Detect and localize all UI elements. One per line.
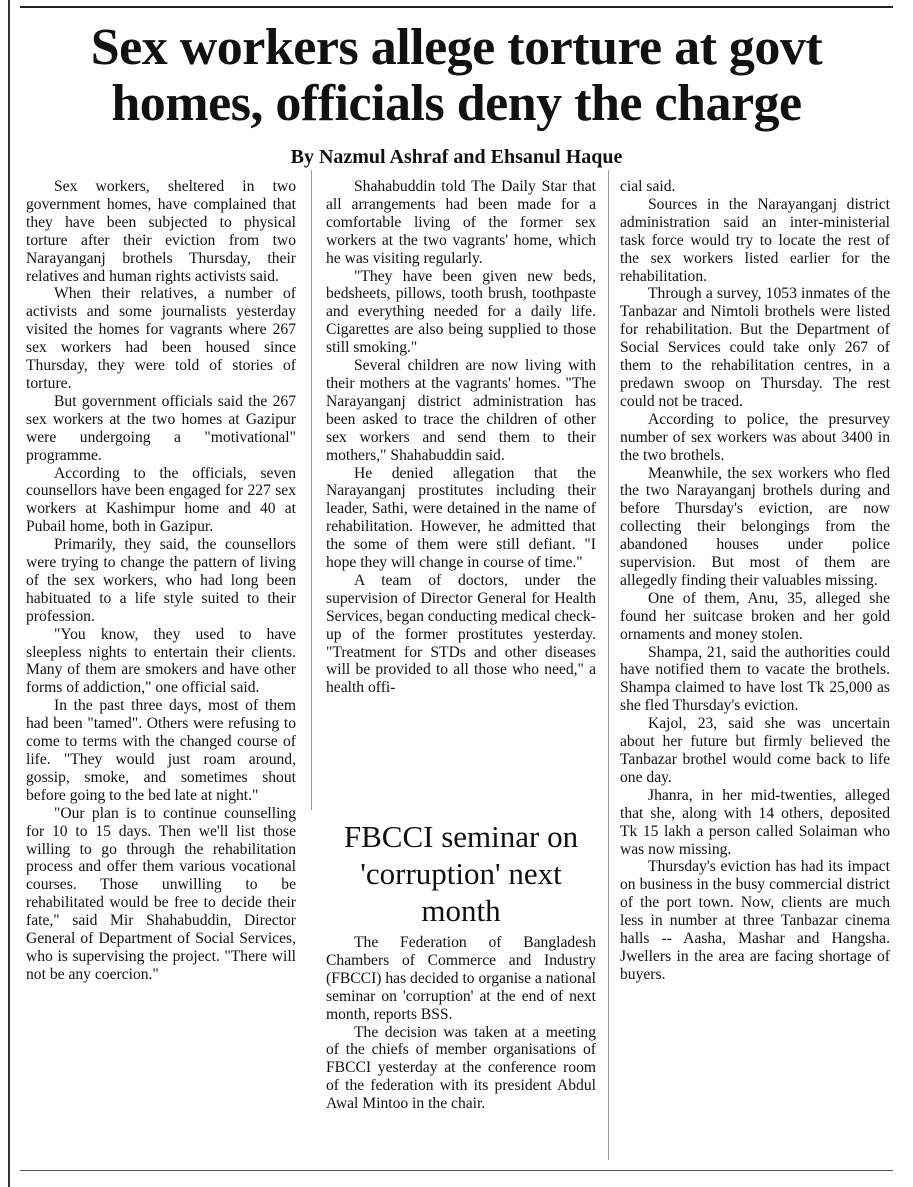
paragraph: The Federation of Bangladesh Chambers of Commerce and Industry (FBCCI) has decided to organise a national seminar on 'corruption' at the end of next month, reports BSS. <box>326 934 596 1023</box>
paragraph: According to the officials, seven counsellors have been engaged for 227 sex workers at Kashimpur home and 40 at Pubail home, both in Gazipur. <box>26 464 296 536</box>
paragraph: Kajol, 23, said she was uncertain about her future but firmly believed the Tanbazar brothel would come back to life one day. <box>620 715 890 786</box>
paragraph: Thursday's eviction has had its impact on business in the busy commercial district of the port town. Now, clients are much less in number at three Tanbazar cinema halls -- Aasha, Mashar and Hangsha. Jwellers in the area are facing shortage of buyers. <box>620 858 890 983</box>
scan-edge <box>8 0 10 1187</box>
paragraph: Shahabuddin told The Daily Star that all arrangements had been made for a comfortable living of the former sex workers at the two vagrants' home, which he was visiting regularly. <box>326 178 596 267</box>
paragraph: In the past three days, most of them had been "tamed". Others were refusing to come to terms with the changed course of life. "They would just roam around, gossip, smoke, and sometimes shout before going to the bed late at night." <box>26 697 296 804</box>
column-rule <box>311 170 312 810</box>
paragraph: "You know, they used to have sleepless nights to entertain their clients. Many of them are smokers and have other forms of addiction," one official said. <box>26 625 296 697</box>
headline: Sex workers allege torture at govt homes, officials deny the charge <box>90 19 823 132</box>
paragraph: Several children are now living with their mothers at the vagrants' homes. "The Narayanganj district administration has been asked to trace the children of other sex workers and send them to their mothers," Shahabuddin said. <box>326 357 596 464</box>
paragraph: He denied allegation that the Narayanganj prostitutes including their leader, Sathi, were detained in the name of rehabilitation. However, he admitted that the some of them were still defiant. "I hope they will change in course of time." <box>326 464 596 572</box>
paragraph: But government officials said the 267 sex workers at the two homes at Gazipur were undergoing a "motivational" programme. <box>26 392 296 464</box>
byline: By Nazmul Ashraf and Ehsanul Haque <box>290 146 623 168</box>
article-column-1 <box>26 178 296 984</box>
paragraph: Through a survey, 1053 inmates of the Tanbazar and Nimtoli brothels were listed for rehabilitation. But the Department of Social Services could take only 267 of them to the rehabilitation centres, in a predawn swoop on Thursday. The rest could not be traced. <box>620 285 890 410</box>
column-rule <box>608 170 609 1160</box>
paragraph: Jhanra, in her mid-twenties, alleged that she, along with 14 others, deposited Tk 15 lakh a person called Solaiman who was now missing. <box>620 786 890 858</box>
article-column-3 <box>620 178 890 984</box>
paragraph: cial said. <box>620 178 676 195</box>
sub-article-column <box>326 934 596 1113</box>
paragraph: Sources in the Narayanganj district administration said an inter-ministerial task force would try to locate the rest of the sex workers listed earlier for the rehabilitation. <box>620 195 890 285</box>
paragraph: When their relatives, a number of activists and some journalists yesterday visited the homes for vagrants where 267 sex workers had been housed since Thursday, they were told of stories of torture. <box>26 285 296 392</box>
bottom-rule <box>20 1170 893 1171</box>
article-column-2 <box>326 178 596 697</box>
sub-headline: FBCCI seminar on 'corruption' next month <box>343 819 579 928</box>
top-rule <box>20 6 893 8</box>
paragraph: "They have been given new beds, bedsheets, pillows, tooth brush, toothpaste and everything needed for a daily life. Cigarettes are also being supplied to those still smoking." <box>326 267 596 357</box>
paragraph: Primarily, they said, the counsellors were trying to change the pattern of living of the sex workers, who had long been habituated to a life style suited to their profession. <box>26 536 296 625</box>
paragraph: Shampa, 21, said the authorities could have notified them to vacate the brothels. Shampa claimed to have lost Tk 25,000 as she fled Thursday's eviction. <box>620 643 890 715</box>
paragraph: The decision was taken at a meeting of the chiefs of member organisations of FBCCI yesterday at the conference room of the federation with its president Abdul Awal Mintoo in the chair. <box>326 1023 596 1113</box>
paragraph: One of them, Anu, 35, alleged she found her suitcase broken and her gold ornaments and money stolen. <box>620 589 890 643</box>
paragraph: Meanwhile, the sex workers who fled the two Narayanganj brothels during and before Thursday's eviction, are now collecting their belongings from the abandoned houses under police supervision. But most of them are allegedly finding their valuables missing. <box>620 464 890 589</box>
paragraph: "Our plan is to continue counselling for 10 to 15 days. Then we'll list those willing to go through the rehabilitation process and offer them various vocational courses. Those unwilling to be rehabilitated would be free to decide their fate," said Mir Shahabuddin, Director General of Department of Social Services, who is supervising the project. "There will not be any coercion." <box>26 804 296 983</box>
paragraph: According to police, the presurvey number of sex workers was about 3400 in the two brothels. <box>620 410 890 464</box>
paragraph: A team of doctors, under the supervision of Director General for Health Services, began conducting medical check-up of the former prostitutes yesterday. "Treatment for STDs and other diseases will be provided to all those who need," a health offi- <box>326 571 596 697</box>
paragraph: Sex workers, sheltered in two government homes, have complained that they have been subjected to physical torture after their eviction from two Narayanganj brothels Thursday, their relatives and human rights activists said. <box>26 178 296 285</box>
